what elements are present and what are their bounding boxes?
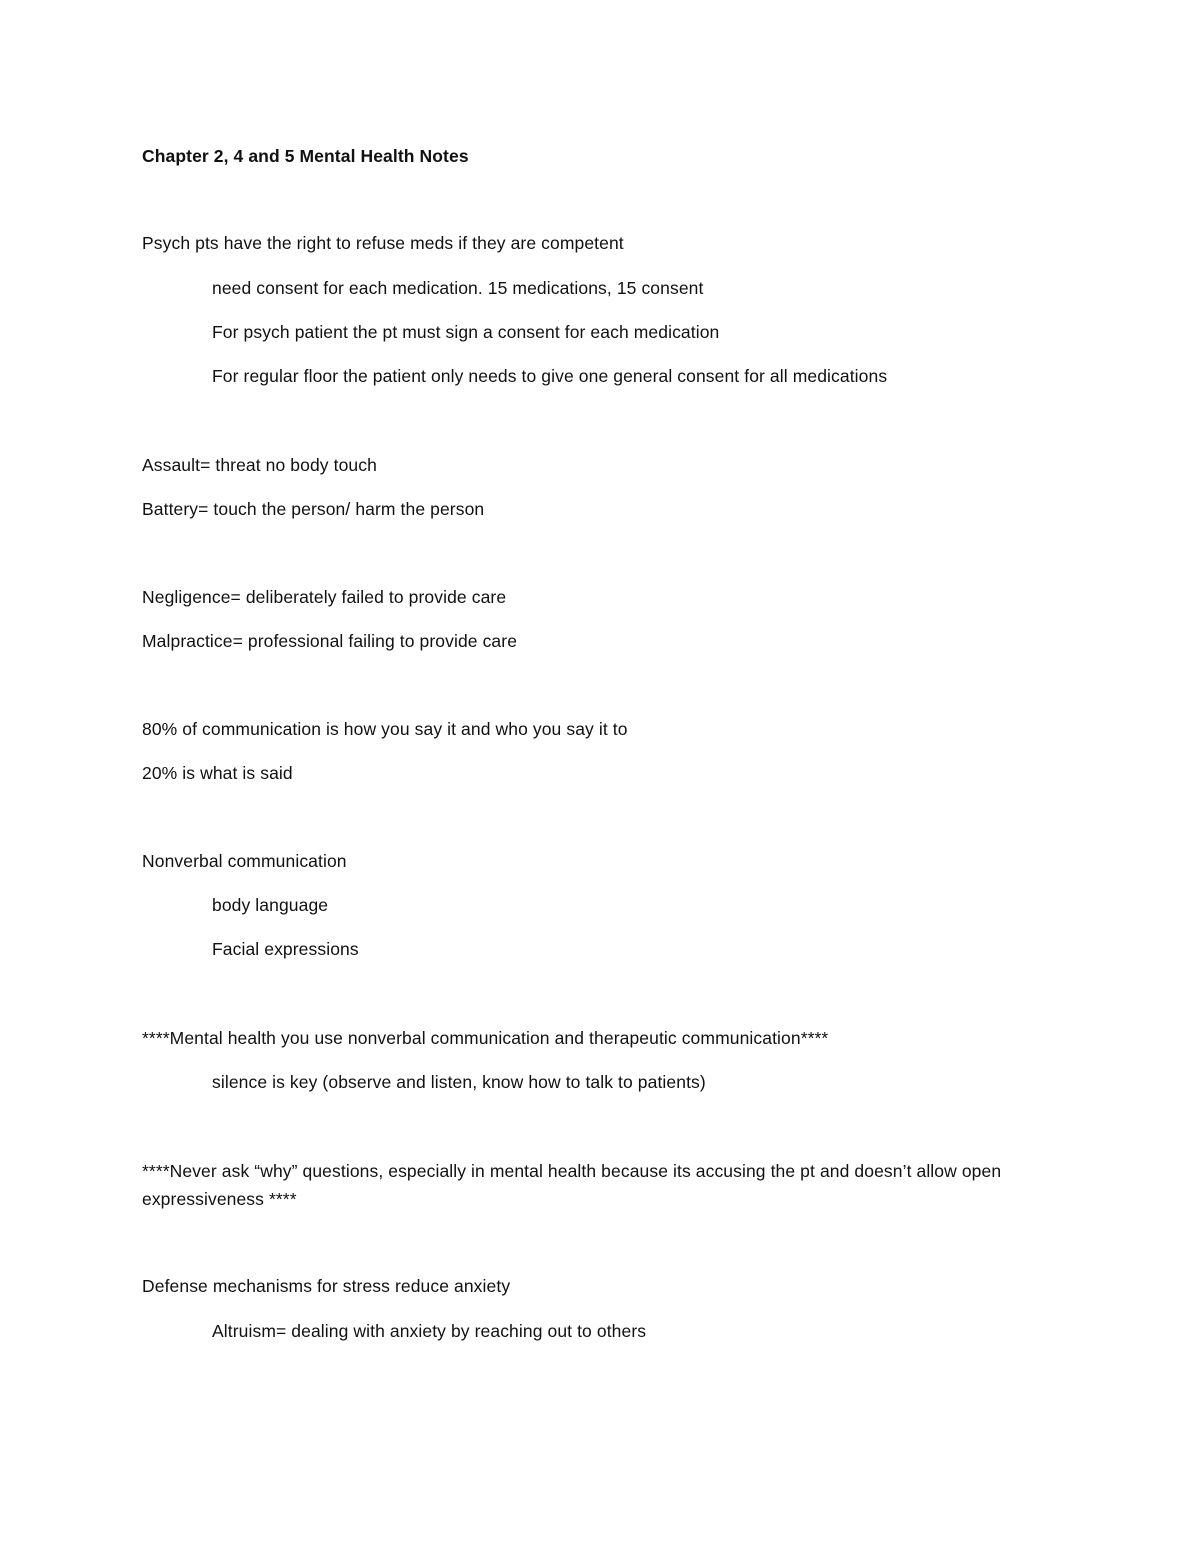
note-line: Altruism= dealing with anxiety by reaching out to others [212,1321,647,1341]
note-line: ****Mental health you use nonverbal communication and therapeutic communication**** [142,1028,829,1048]
note-paragraph: ****Never ask “why” questions, especially in mental health because its accusing the pt and doesn’t allow open expressiveness **** [142,1161,1002,1209]
note-line: need consent for each medication. 15 medications, 15 consent [212,278,704,298]
note-line: body language [212,895,329,915]
note-line: For psych patient the pt must sign a consent for each medication [212,322,720,342]
document-title: Chapter 2, 4 and 5 Mental Health Notes [142,146,469,166]
note-line: For regular floor the patient only needs to give one general consent for all medications [212,366,888,386]
note-line: Battery= touch the person/ harm the person [142,499,485,519]
note-line: Negligence= deliberately failed to provide care [142,587,507,607]
note-line: Defense mechanisms for stress reduce anxiety [142,1276,511,1296]
note-line: 20% is what is said [142,763,293,783]
note-line: Psych pts have the right to refuse meds if they are competent [142,233,624,253]
note-line: Nonverbal communication [142,851,347,871]
note-line: Facial expressions [212,939,359,959]
note-line: 80% of communication is how you say it and who you say it to [142,719,628,739]
note-line: silence is key (observe and listen, know how to talk to patients) [212,1072,706,1092]
note-line: Assault= threat no body touch [142,455,377,475]
note-line: Malpractice= professional failing to provide care [142,631,518,651]
